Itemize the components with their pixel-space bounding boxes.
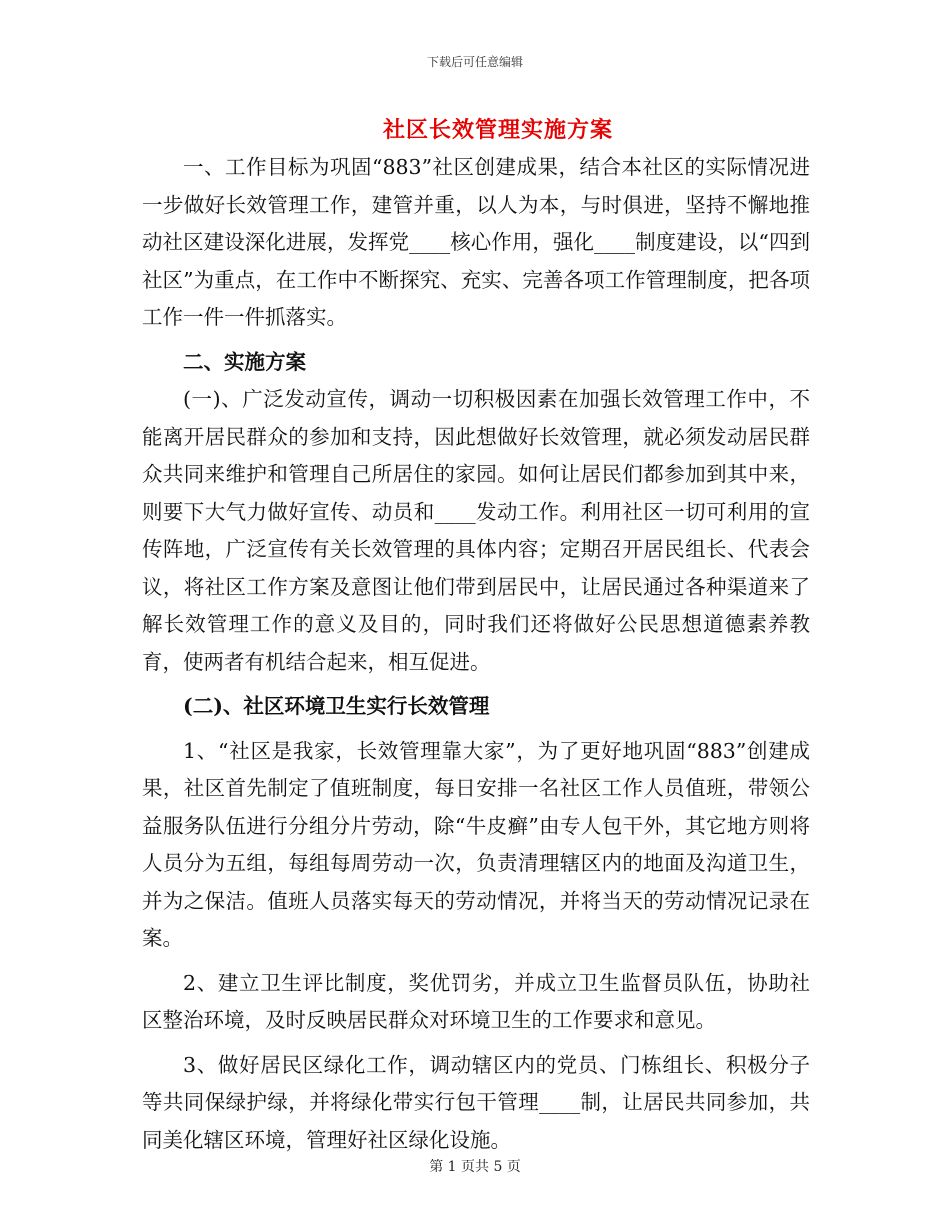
paragraph-publicity: (一)、广泛发动宣传，调动一切积极因素在加强长效管理工作中，不能离开居民群众的参加和支持，因此想做好长效管理，就必须发动居民群众共同来维护和管理自己所居住的家园。如何让居民们都参加到其中来，则要下大气力做好宣传、动员和____发动工作。利用社区一切可利用的宣传阵地，广泛宣传有关长效管理的具体内容；定期召开居民组长、代表会议，将社区工作方案及意图让他们带到居民中，让居民通过各种渠道来了解长效管理工作的意义及目的，同时我们还将做好公民思想道德素养教育，使两者有机结合起来，相互促进。 (142, 387, 810, 674)
paragraph-goal: 一、工作目标为巩固“883”社区创建成果，结合本社区的实际情况进一步做好长效管理工作，建管并重，以人为本，与时俱进，坚持不懈地推动社区建设深化进展，发挥党____核心作用，强化____制度建设，以“四到社区”为重点，在工作中不断探究、充实、完善各项工作管理制度，把各项工作一件一件抓落实。 (142, 155, 810, 329)
document-body (142, 149, 810, 1159)
paragraph-item-2: 2、建立卫生评比制度，奖优罚劣，并成立卫生监督员队伍，协助社区整治环境，及时反映居民群众对环境卫生的工作要求和意见。 (142, 970, 810, 1032)
paragraph-item-3: 3、做好居民区绿化工作，调动辖区内的党员、门栋组长、积极分子等共同保绿护绿，并将绿化带实行包干管理____制，让居民共同参加，共同美化辖区环境，管理好社区绿化设施。 (142, 1052, 810, 1152)
page-header: 下载后可任意编辑 (426, 55, 523, 69)
document-title: 社区长效管理实施方案 (382, 117, 613, 143)
page-footer: 第 1 页共 5 页 (429, 1159, 521, 1175)
section-heading-environment: (二)、社区环境卫生实行长效管理 (183, 694, 490, 718)
section-heading-implementation: 二、实施方案 (183, 349, 306, 374)
paragraph-item-1: 1、“社区是我家，长效管理靠大家”，为了更好地巩固“883”创建成果，社区首先制定了值班制度，每日安排一名社区工作人员值班，带领公益服务队伍进行分组分片劳动，除“牛皮癣”由专人包干外，其它地方则将人员分为五组，每组每周劳动一次，负责清理辖区内的地面及沟道卫生，并为之保洁。值班人员落实每天的劳动情况，并将当天的劳动情况记录在案。 (142, 738, 810, 950)
